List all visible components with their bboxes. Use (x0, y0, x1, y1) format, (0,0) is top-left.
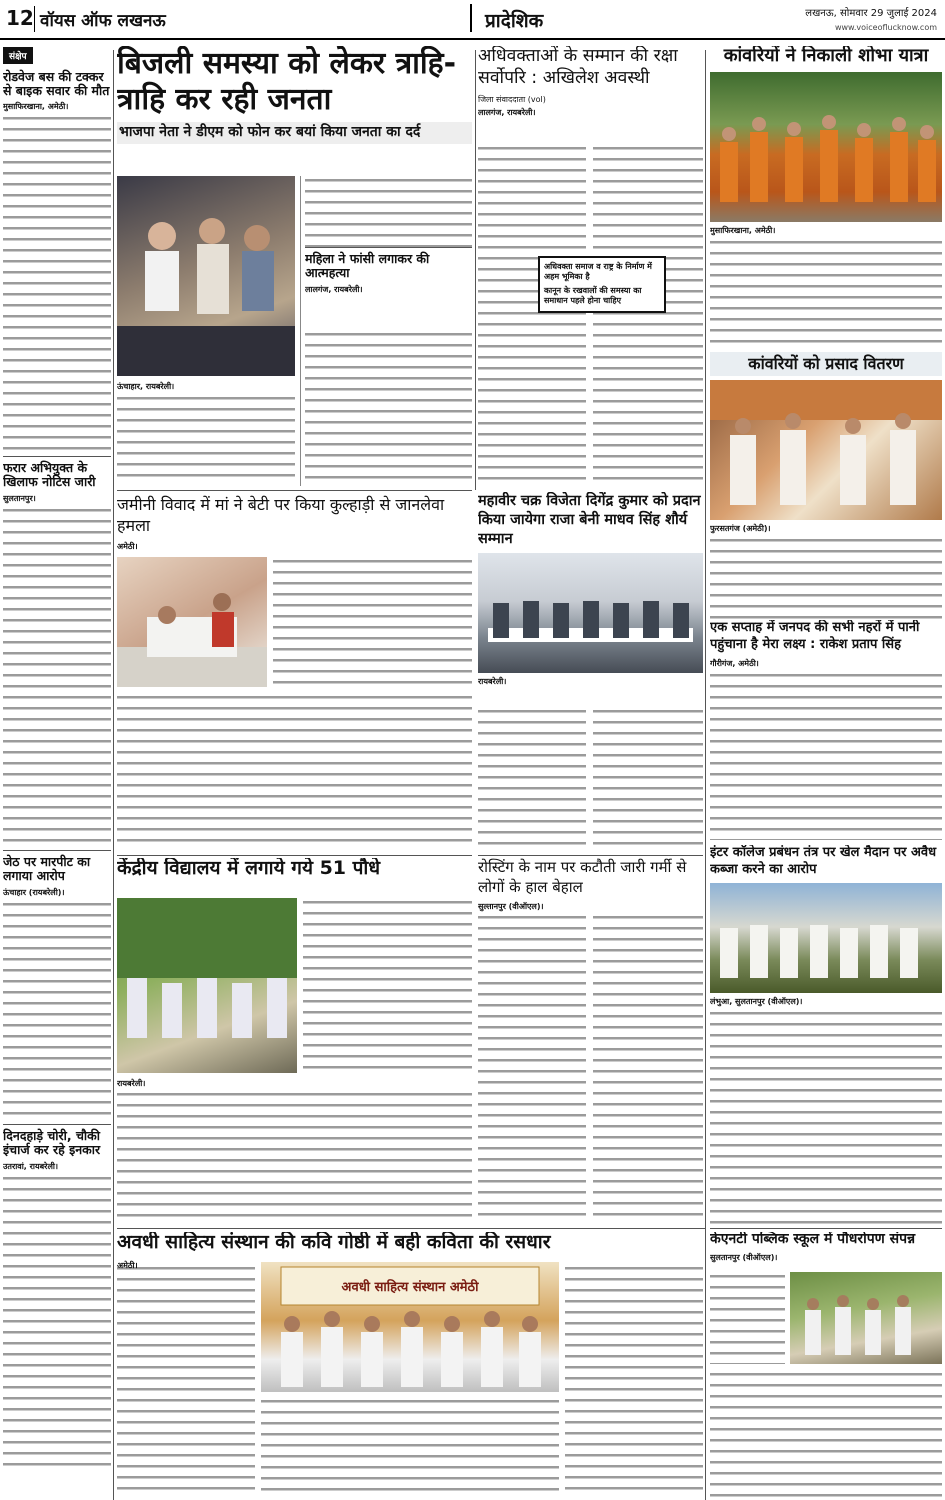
roster-dateline: सुल्तानपुर (वीऑएल)। (478, 902, 544, 911)
mahavir-dateline: रायबरेली। (478, 676, 507, 686)
kulhadi-story (117, 495, 472, 850)
brief-3-dateline: ऊंचाहार (रायबरेली)। (3, 888, 65, 897)
issue-date: लखनऊ, सोमवार 29 जुलाई 2024 (805, 8, 937, 19)
kvschool-dateline: सुलतानपुर (वीऑएल)। (710, 1252, 778, 1262)
roster-title: रोस्टिंग के नाम पर कटौती जारी गर्मी से लोगों के हाल बेहाल (478, 858, 687, 896)
khel-title: इंटर कॉलेज प्रबंधन तंत्र पर खेल मैदान पर अवैध कब्जा करने का आरोप (710, 845, 937, 877)
brief-3-title: जेठ पर मारपीट का लगाया आरोप (3, 854, 91, 883)
kulhadi-dateline: अमेठी। (117, 541, 138, 551)
kanwar-dateline-2: फुरसतगंज (अमेठी)। (710, 524, 771, 534)
brief-2-dateline: सुलतानपुर। (3, 494, 36, 503)
mahavir-title: महावीर चक्र विजेता दिगेंद्र कुमार को प्रदान किया जायेगा राजा बेनी माधव सिंह शौर्य सम्मान (478, 493, 701, 547)
nahar-story (710, 620, 942, 840)
vidyalaya-dateline: रायबरेली। (117, 1079, 146, 1088)
section-title: प्रादेशिक (485, 10, 544, 32)
kanwar-title: कांवरियों ने निकाली शोभा यात्रा (723, 46, 929, 66)
khel-photo (710, 883, 942, 993)
mahila-dateline: लालगंज, रायबरेली। (305, 285, 363, 294)
kanwar-dateline: मुसाफिरखाना, अमेठी। (710, 226, 776, 236)
khel-dateline: लंभुआ, सुलतानपुर (वीऑएल)। (710, 996, 803, 1006)
website-url: www.voiceoflucknow.com (834, 23, 937, 32)
brief-4-title: दिनदहाड़े चोरी, चौकी इंचार्ज कर रहे इनकार (3, 1128, 101, 1157)
kvschool-title: केएनटी पब्लिक स्कूल में पौधरोपण संपन्न (710, 1232, 916, 1247)
kvschool-photo (790, 1272, 942, 1364)
advocate-dateline: लालगंज, रायबरेली। (478, 107, 536, 117)
lead-title: बिजली समस्या को लेकर त्राहि-त्राहि कर रही जनता (117, 46, 457, 117)
lead-subtitle: भाजपा नेता ने डीएम को फोन कर बयां किया जनता का दर्द (119, 124, 421, 140)
pullquote-2: कानून के रखवालों की समस्या का समाधान पहले होना चाहिए (544, 285, 642, 306)
brief-column (3, 44, 111, 1494)
awadhi-dateline: अमेठी। (117, 1261, 138, 1270)
page-number: 12 (6, 6, 34, 30)
pullquote-1: अधिवक्ता समाज व राष्ट्र के निर्माण में अहम भूमिका है (544, 262, 652, 282)
kulhadi-title: जमीनी विवाद में मां ने बेटी पर किया कुल्हाड़ी से जानलेवा हमला (117, 495, 445, 535)
prasad-photo (710, 380, 942, 520)
paper-name: वॉयस ऑफ लखनऊ (40, 11, 166, 31)
advocate-story (478, 46, 703, 486)
mahavir-photo (478, 553, 703, 673)
awadhi-photo (261, 1262, 559, 1392)
kulhadi-photo (117, 557, 267, 687)
kvschool-story (710, 1232, 942, 1498)
masthead (0, 0, 945, 40)
vidyalaya-title: केंद्रीय विद्यालय में लगाये गये 51 पौधे (117, 858, 381, 879)
vidyalaya-photo (117, 898, 297, 1073)
lead-dateline: ऊंचाहार, रायबरेली। (117, 382, 175, 391)
brief-2-title: फरार अभियुक्त के खिलाफ नोटिस जारी (3, 460, 96, 489)
vidyalaya-story (117, 858, 472, 1223)
kanwar-title-2: कांवरियों को प्रसाद वितरण (748, 354, 904, 374)
mahavir-story (478, 492, 703, 852)
brief-1-dateline: मुसाफिरखाना, अमेठी। (3, 102, 69, 111)
brief-4-dateline: उतरावां, रायबरेली। (3, 1162, 58, 1171)
kanwar-photo (710, 72, 942, 222)
nahar-dateline: गौरीगंज, अमेठी। (710, 658, 759, 668)
advocate-pullquote-box (538, 256, 666, 313)
roster-story (478, 858, 703, 1223)
brief-1-title: रोडवेज बस की टक्कर से बाइक सवार की मौत (3, 69, 110, 98)
khel-story (710, 845, 942, 1225)
lead-photo (117, 176, 295, 376)
advocate-title: अधिवक्ताओं के सम्मान की रक्षा सर्वोपरि : अखिलेश अवस्थी (478, 46, 678, 88)
mahila-story (305, 247, 472, 327)
mahila-title: महिला ने फांसी लगाकर की आत्महत्या (305, 251, 430, 280)
awadhi-banner-text: अवधी साहित्य संस्थान अमेठी (341, 1280, 479, 1295)
advocate-byline: जिला संवाददाता (vol) (478, 94, 546, 104)
awadhi-title: अवधी साहित्य संस्थान की कवि गोष्ठी में बही कविता की रसधार (117, 1232, 551, 1253)
brief-label: संक्षेप (3, 47, 33, 64)
nahar-title: एक सप्ताह में जनपद की सभी नहरों में पानी पहुंचाना है मेरा लक्ष्य : राकेश प्रताप सिंह (710, 620, 920, 652)
awadhi-story (117, 1232, 703, 1498)
